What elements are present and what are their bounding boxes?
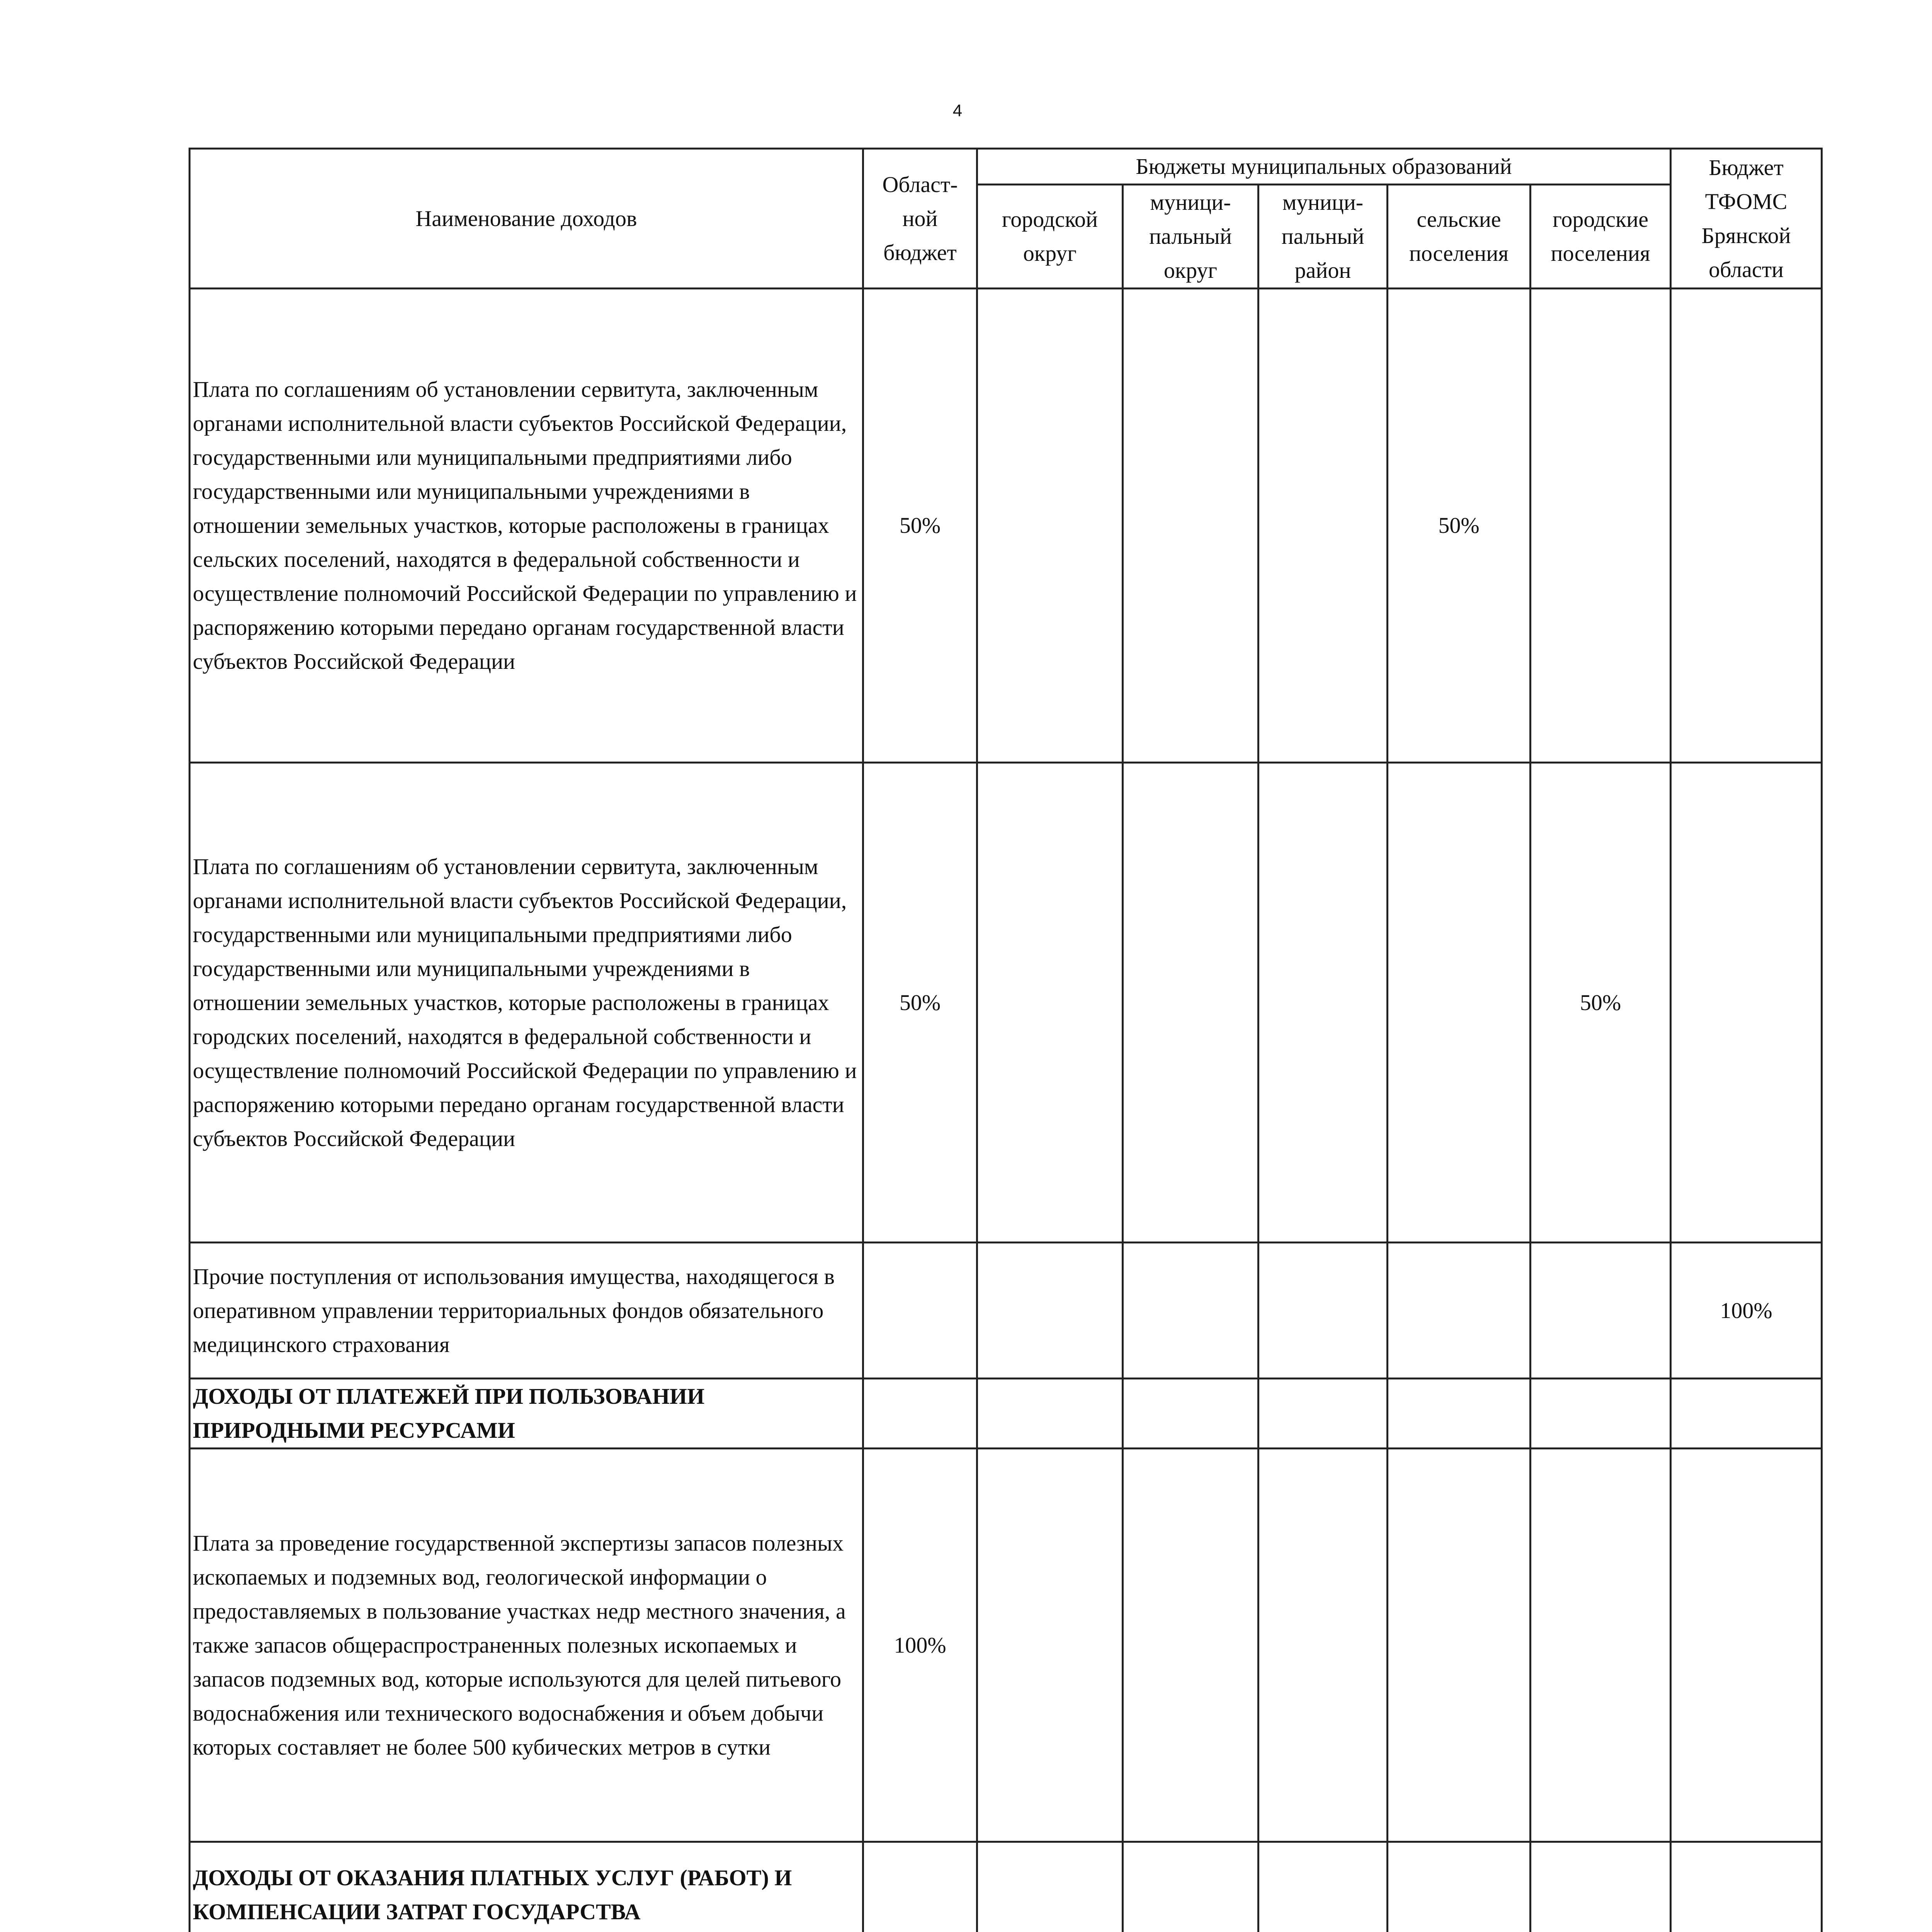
cell-city-district	[977, 763, 1123, 1243]
row-name: Прочие поступления от использования имущества, находящегося в оперативном управлении территориальных фондов обязательного медицинского страхования	[190, 1243, 863, 1379]
cell-municipal-rayon	[1259, 1449, 1388, 1842]
cell-city-district	[977, 1379, 1123, 1449]
cell-urban	[1531, 289, 1671, 763]
header-municipal-okrug: муници- пальный округ	[1123, 185, 1259, 289]
table-row	[190, 289, 1822, 763]
section-title: ДОХОДЫ ОТ ОКАЗАНИЯ ПЛАТНЫХ УСЛУГ (РАБОТ) И КОМПЕНСАЦИИ ЗАТРАТ ГОСУДАРСТВА	[190, 1842, 863, 1932]
cell-regional: 50%	[863, 289, 977, 763]
cell-rural: 50%	[1388, 289, 1531, 763]
cell-regional: 100%	[863, 1449, 977, 1842]
cell-urban	[1531, 1379, 1671, 1449]
cell-tfoms	[1671, 1842, 1822, 1932]
cell-city-district	[977, 289, 1123, 763]
cell-municipal-rayon	[1259, 1842, 1388, 1932]
header-municipal-budgets: Бюджеты муниципальных образований	[977, 149, 1671, 185]
row-name: Плата по соглашениям об установлении сервитута, заключенным органами исполнительной власти субъектов Российской Федерации, государственными или муниципальными предприятиями либо государственными или муниципальными учреждениями в отношении земельных участков, которые расположены в границах сельских поселений, находятся в федеральной собственности и осуществление полномочий Российской Федерации по управлению и распоряжению которыми передано органам государственной власти субъектов Российской Федерации	[190, 289, 863, 763]
cell-urban	[1531, 1449, 1671, 1842]
cell-urban	[1531, 1842, 1671, 1932]
cell-municipal-okrug	[1123, 1243, 1259, 1379]
cell-regional: 50%	[863, 763, 977, 1243]
cell-regional	[863, 1379, 977, 1449]
section-header-row	[190, 1842, 1822, 1932]
table-row	[190, 763, 1822, 1243]
header-city-district: городской округ	[977, 185, 1123, 289]
cell-tfoms	[1671, 289, 1822, 763]
cell-regional	[863, 1243, 977, 1379]
cell-municipal-rayon	[1259, 1243, 1388, 1379]
cell-tfoms	[1671, 763, 1822, 1243]
cell-city-district	[977, 1449, 1123, 1842]
table-row	[190, 1449, 1822, 1842]
cell-tfoms: 100%	[1671, 1243, 1822, 1379]
cell-municipal-okrug	[1123, 289, 1259, 763]
cell-rural	[1388, 1449, 1531, 1842]
section-title: ДОХОДЫ ОТ ПЛАТЕЖЕЙ ПРИ ПОЛЬЗОВАНИИ ПРИРОДНЫМИ РЕСУРСАМИ	[190, 1379, 863, 1449]
cell-urban: 50%	[1531, 763, 1671, 1243]
header-tfoms-budget: Бюджет ТФОМС Брянской области	[1671, 149, 1822, 289]
page-number: 4	[952, 101, 963, 120]
header-name-column: Наименование доходов	[190, 149, 863, 289]
section-header-row	[190, 1379, 1822, 1449]
revenue-distribution-table	[189, 148, 1823, 1932]
cell-urban	[1531, 1243, 1671, 1379]
header-rural-settlements: сельские поселения	[1388, 185, 1531, 289]
cell-tfoms	[1671, 1449, 1822, 1842]
cell-municipal-rayon	[1259, 289, 1388, 763]
cell-rural	[1388, 763, 1531, 1243]
cell-tfoms	[1671, 1379, 1822, 1449]
header-regional-budget: Област- ной бюджет	[863, 149, 977, 289]
cell-regional	[863, 1842, 977, 1932]
header-urban-settlements: городские поселения	[1531, 185, 1671, 289]
row-name: Плата за проведение государственной экспертизы запасов полезных ископаемых и подземных вод, геологической информации о предоставляемых в пользование участках недр местного значения, а также запасов общераспространенных полезных ископаемых и запасов подземных вод, которые используются для целей питьевого водоснабжения или технического водоснабжения и объем добычи которых составляет не более 500 кубических метров в сутки	[190, 1449, 863, 1842]
cell-city-district	[977, 1243, 1123, 1379]
cell-municipal-rayon	[1259, 763, 1388, 1243]
header-municipal-rayon: муници- пальный район	[1259, 185, 1388, 289]
cell-city-district	[977, 1842, 1123, 1932]
cell-municipal-okrug	[1123, 1842, 1259, 1932]
cell-rural	[1388, 1842, 1531, 1932]
cell-municipal-rayon	[1259, 1379, 1388, 1449]
cell-municipal-okrug	[1123, 1449, 1259, 1842]
table-row	[190, 1243, 1822, 1379]
cell-rural	[1388, 1379, 1531, 1449]
cell-municipal-okrug	[1123, 763, 1259, 1243]
cell-rural	[1388, 1243, 1531, 1379]
cell-municipal-okrug	[1123, 1379, 1259, 1449]
row-name: Плата по соглашениям об установлении сервитута, заключенным органами исполнительной власти субъектов Российской Федерации, государственными или муниципальными предприятиями либо государственными или муниципальными учреждениями в отношении земельных участков, которые расположены в границах городских поселений, находятся в федеральной собственности и осуществление полномочий Российской Федерации по управлению и распоряжению которыми передано органам государственной власти субъектов Российской Федерации	[190, 763, 863, 1243]
